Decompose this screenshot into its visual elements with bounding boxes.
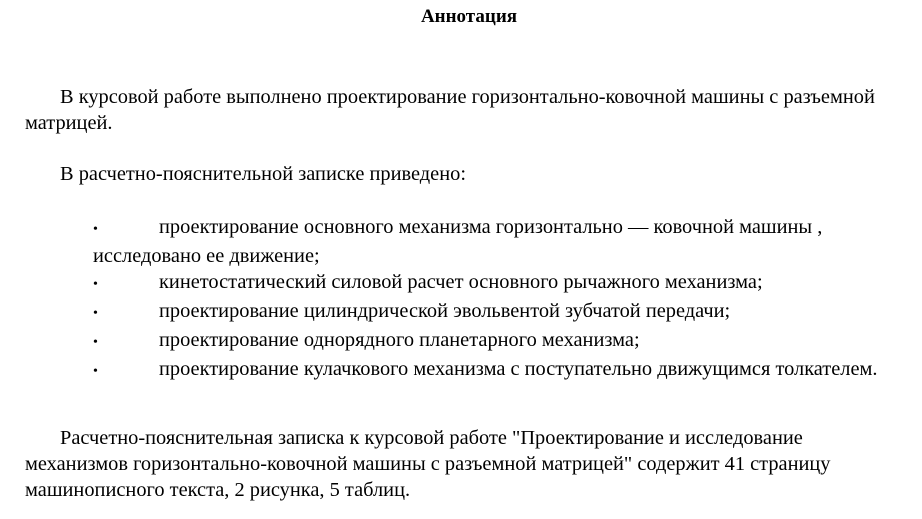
list-lead-paragraph: В расчетно-пояснительной записке приведено:: [60, 163, 466, 185]
list-item: [93, 214, 913, 269]
bullet-icon: •: [93, 364, 98, 379]
bullet-icon: •: [93, 306, 98, 321]
list-item: [93, 298, 913, 327]
list-item: [93, 327, 913, 356]
bullet-icon: •: [93, 335, 98, 350]
intro-paragraph: В курсовой работе выполнено проектирование горизонтально-ковочной машины с разъемной матрицей.: [25, 86, 875, 134]
list-item-text: кинетостатический силовой расчет основного рычажного механизма;: [159, 271, 763, 293]
bullet-icon: •: [93, 222, 98, 237]
list-item-text: проектирование цилиндрической эвольвентой зубчатой передачи;: [159, 300, 731, 322]
list-item-text: проектирование кулачкового механизма с поступательно движущимся толкателем.: [159, 358, 878, 380]
list-item: [93, 356, 913, 385]
list-item-text: проектирование однорядного планетарного механизма;: [159, 329, 640, 351]
contents-list: [93, 214, 913, 385]
bullet-icon: •: [93, 277, 98, 292]
list-item-text: проектирование основного механизма горизонтально — ковочной машины , исследовано ее движение;: [93, 216, 823, 267]
list-item: [93, 269, 913, 298]
summary-paragraph: Расчетно-пояснительная записка к курсовой работе "Проектирование и исследование механизмов горизонтально-ковочной машины с разъемной матрицей" содержит 41 страницу машинописного текста, 2 рисунка, 5 таблиц.: [25, 427, 831, 501]
page-title: Аннотация: [420, 6, 518, 27]
